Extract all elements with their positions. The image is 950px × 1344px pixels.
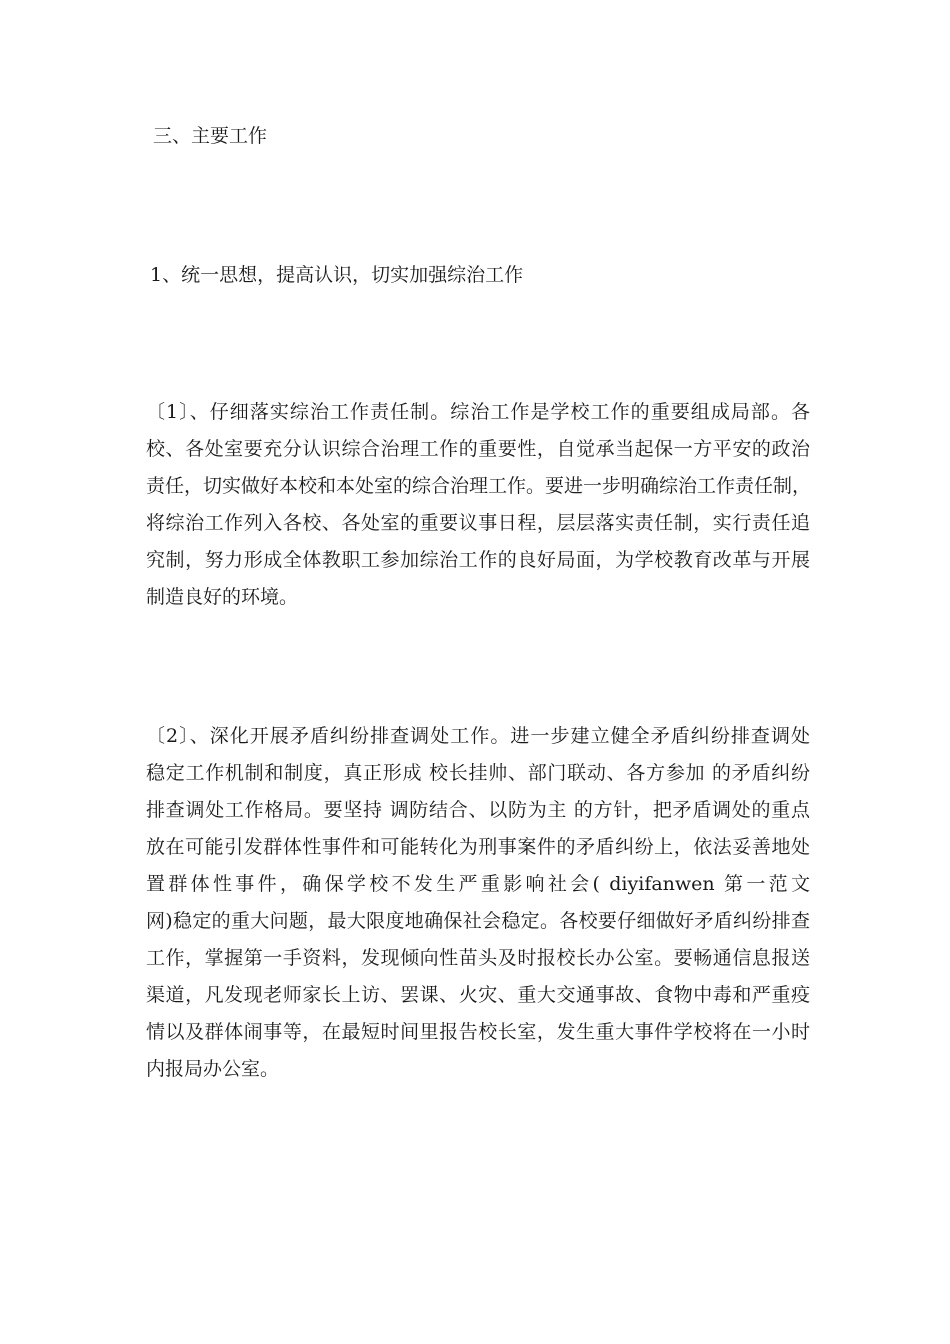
paragraph-line: 责任，切实做好本校和本处室的综合治理工作。要进一步明确综治工作责任制， <box>146 475 812 497</box>
paragraph-line: 究制，努力形成全体教职工参加综治工作的良好局面，为学校教育改革与开展 <box>146 549 810 571</box>
paragraph-line: 放在可能引发群体性事件和可能转化为刑事案件的矛盾纠纷上，依法妥善地处 <box>146 836 810 858</box>
paragraph-line: 校、各处室要充分认识综合治理工作的重要性，自觉承当起保一方平安的政治 <box>146 438 810 460</box>
paragraph-line: 工作，掌握第一手资料，发现倾向性苗头及时报校长办公室。要畅通信息报送 <box>146 947 810 969</box>
paragraph-line: 网)稳定的重大问题，最大限度地确保社会稳定。各校要仔细做好矛盾纠纷排查 <box>146 910 810 932</box>
section-title: 三、主要工作 <box>153 125 268 147</box>
paragraph-line: 渠道，凡发现老师家长上访、罢课、火灾、重大交通事故、食物中毒和严重疫 <box>146 984 810 1006</box>
paragraph-line: 内报局办公室。 <box>146 1058 280 1080</box>
paragraph-line: 〔1〕、仔细落实综治工作责任制。综治工作是学校工作的重要组成局部。各 <box>146 401 810 423</box>
paragraph-line: 情以及群体闹事等，在最短时间里报告校长室，发生重大事件学校将在一小时 <box>146 1021 810 1043</box>
paragraph-2 <box>146 718 810 1088</box>
paragraph-line: 稳定工作机制和制度，真正形成 校长挂帅、部门联动、各方参加 的矛盾纠纷 <box>146 762 810 784</box>
paragraph-1 <box>146 394 810 616</box>
paragraph-line: 置群体性事件，确保学校不发生严重影响社会( diyifanwen 第一范文 <box>146 873 810 895</box>
subsection-title: 1、统一思想，提高认识，切实加强综治工作 <box>150 264 524 286</box>
paragraph-line: 制造良好的环境。 <box>146 586 299 608</box>
paragraph-line: 将综治工作列入各校、各处室的重要议事日程，层层落实责任制，实行责任追 <box>146 512 810 534</box>
paragraph-line: 〔2〕、深化开展矛盾纠纷排查调处工作。进一步建立健全矛盾纠纷排查调处 <box>146 725 810 747</box>
paragraph-line: 排查调处工作格局。要坚持 调防结合、以防为主 的方针，把矛盾调处的重点 <box>146 799 810 821</box>
